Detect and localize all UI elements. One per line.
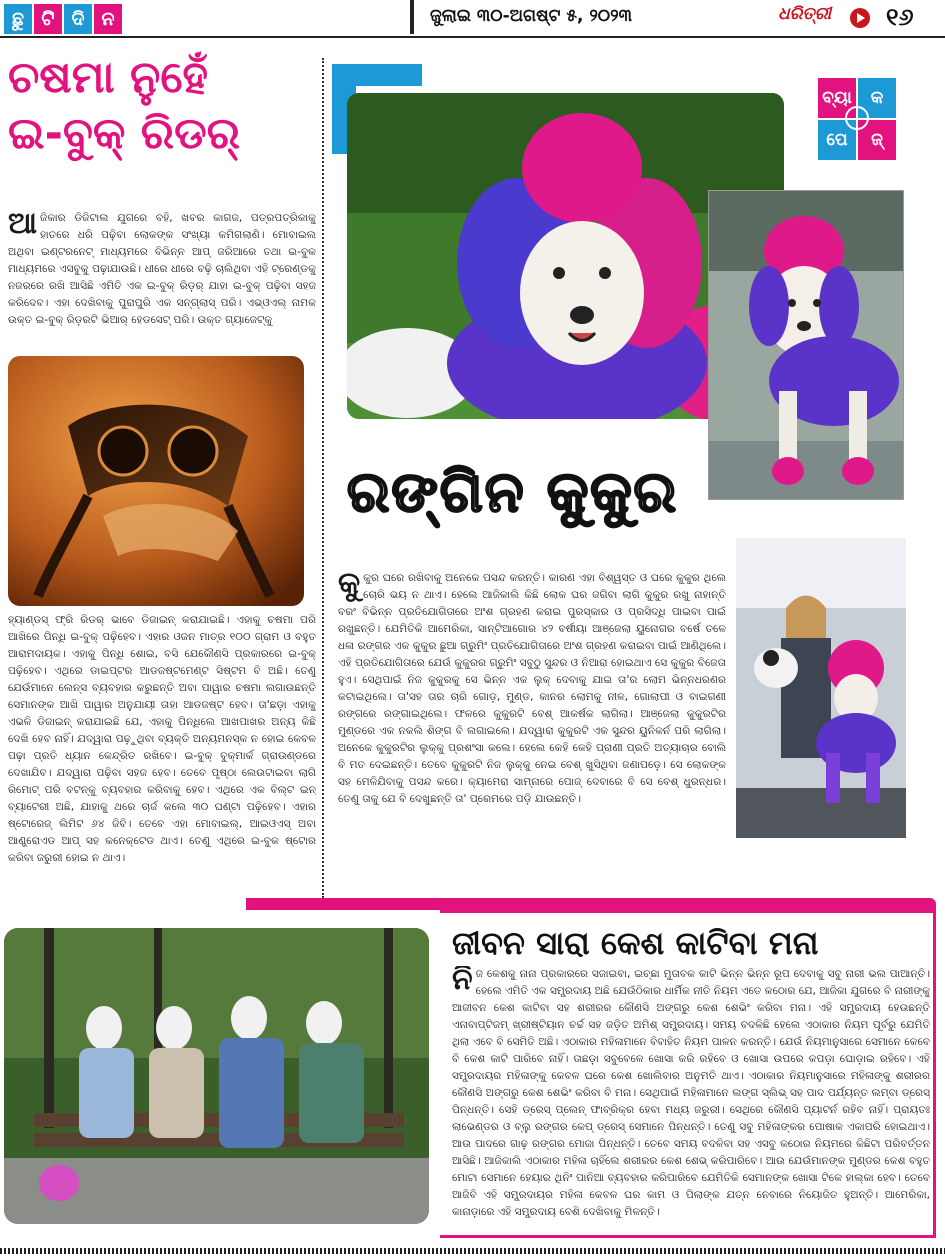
section-tile: ଛୁ — [4, 4, 32, 34]
para-text: କୁର ଘରେ ରଖିବାକୁ ଅନେକେ ପସନ୍ଦ କରନ୍ତି। କାରଣ ଏହା ବିଶ୍ୱସ୍ତ ଓ ଘରେ କୁକୁର ଥିଲେ ଚୋରି ଭୟ ନ ଥାଏ। ହେଲେ ଆଜିକାଲି କିଛି ଲୋକ ଘର ଜଗିବା ଲାଗି କୁକୁର ରଖୁ ନାହାନ୍ତି ବରଂ ବିଭିନ୍ନ ପ୍ରତିଯୋଗିତାରେ ଅଂଶ ଗ୍ରହଣ କରାଇ ପୁରସ୍କାର ଓ ପ୍ରସିଦ୍ଧି ପାଇବା ପାଇଁ ରଖୁଛନ୍ତି। ଯେମିତିକି ଆମେରିକା, ସାନ୍‌ଟିଆଗୋର ୪୨ ବର୍ଷୀୟା ଆଞ୍ଜେଲା ୟୁନୋଗର ବର୍ଷେ ତଳେ ଧଳା ରଙ୍ଗର ଏକ କୁକୁର ଛୁଆ ଗ୍ରୁମିଂ ପ୍ରତିଯୋଗିତାରେ ଅଂଶ ଗ୍ରହଣ କରାଇବା ପାଇଁ ଆଣିଥିଲେ। ଏହି ପ୍ରତିଯୋଗିତାରେ ଯେଉଁ କୁକୁରର ଗ୍ରୁମିଂ ସବୁଠୁ ସୁନ୍ଦର ଓ ନିଆରା ହୋଇଥାଏ ସେ କୁକୁର ବିଜେତା ହୁଏ। ସେଥିପାଇଁ ନିଜ କୁକୁରକୁ ସେ ଭିନ୍ନ ଏକ ଲୁକ୍ ଦେବାକୁ ଯାଇ ତା'ର ଲୋମ ଭିନ୍ନଧରଣର କଟାଇଥିଲେ। ତା'ସହ ତାର ଚାରି ଗୋଡ଼, ମୁଣ୍ଡ, କାନର ଲୋମକୁ ନୀଳ, ଗୋଲାପୀ ଓ ବାଇଗଣୀ ରଙ୍ଗରେ ରଙ୍ଗାଇଥିଲେ। ଫଳରେ କୁକୁରଟି ବେଶ୍ ଆକର୍ଷକ ଲାଗିଲା। ଆଞ୍ଜେଲା କୁକୁରଟିର ମୁଣ୍ଡରେ ଏକ ନକଲି ଶିଙ୍ଗ ବି ଲଗାଇଲେ। ଯଦ୍ୱାରା କୁକୁରଟି ଏକ ସୁନ୍ଦର ୟୁନିକର୍ନ ପରି ଲାଗିଲା। ଅନେକେ କୁକୁରଟିର ଲୁକ୍‌କୁ ପ୍ରଶଂସା କଲେ। ହେଲେ କେହି କେହି ପ୍ରାଣୀ ପ୍ରତି ଅତ୍ୟାଚାର ବୋଲି ବି ମତ ଦେଇଛନ୍ତି। ତେବେ କୁକୁରଟି ନିଜ ଲୁକ୍‌କୁ ନେଇ ବେଶ୍ ଖୁସିଥିବା ଜଣାପଡ଼େ। ସେ ଲୋକଙ୍କ ସହ ମେଳିଯିବାକୁ ପସନ୍ଦ କରେ। କ୍ୟାମେରା ସାମ୍ନାରେ ପୋଜ୍ ଦେବାରେ ବି ସେ ବେଶ୍ ଧୁରନ୍ଧର। ତେଣୁ ତାକୁ ଯେ ବି ଦେଖୁଛନ୍ତି ତା' ପ୍ରେମରେ ପଡ଼ି ଯାଉଛନ୍ତି। — [338, 572, 726, 805]
amish-women-photo — [4, 928, 429, 1224]
section-tile: ଦି — [64, 4, 92, 34]
page-number: ୧୬ — [886, 3, 914, 31]
decor-frame — [332, 64, 422, 86]
center-article-title — [347, 458, 697, 528]
play-icon — [850, 8, 870, 28]
owner-with-poodle-photo — [736, 538, 906, 838]
section-tile: ପେ — [818, 120, 856, 160]
colorful-poodle-standing-photo — [708, 190, 904, 500]
dropcap: ନି — [452, 966, 473, 997]
para-text: ଜିକାର ଡିଜିଟାଲ ଯୁଗରେ ବହି, ଖବର କାଗଜ, ପତ୍ରପତ୍ରିକାକୁ ହାତରେ ଧରି ପଢ଼ିବା ଲୋକଙ୍କ ସଂଖ୍ୟା କମିଗଲାଣି। ମୋବାଇଲ ଅଥିବା ଇଣ୍ଟରନେଟ୍ ମାଧ୍ୟମରେ ବିଭିନ୍ନ ଆପ୍ ଜରିଆରେ ତଥା ଇ-ବୁକ ମାଧ୍ୟମରେ ଏସବୁକୁ ପଢ଼ାଯାଉଛି। ଧୀରେ ଧୀରେ ବଢ଼ି ଚାଲିଥିବା ଏହି ଟ୍ରେଣ୍ଡକୁ ନଜରରେ ରଖି ଆସିଛି ଏମିତି ଏକ ଇ-ବୁକ୍ ରିଡ଼ର୍ ଯାହା ଇ-ବୁକ୍ ପଢ଼ିବା ସହଜ କରିଦେବ। ଏହା ଦେଖିବାକୁ ପୁରାପୁରି ଏକ ସନ୍‌ଗ୍ଲାସ୍ ପରି। ଏଭ୍ଓଏଲ୍ ନାମକ ଉକ୍ତ ଇ-ବୁକ୍ ରିଡ଼ରଟି ଭିଆର୍ ହେଡସେଟ୍ ପରି। ଉକ୍ତ ଗ୍ୟାଜେଟ୍‌କୁ — [8, 212, 316, 326]
section-tile: ବ୍ୟା — [818, 78, 856, 118]
issue-date: ଜୁଲାଇ ୩୦-ଅଗଷ୍ଟ ୫, ୨୦୨୩ — [430, 6, 632, 26]
section-tile: ନ — [94, 4, 122, 34]
column-divider — [322, 58, 324, 898]
page-bottom-stripe — [0, 1248, 945, 1254]
newspaper-logo: ଧରିତ୍ରୀ — [778, 4, 832, 24]
bottom-article-title: ଜୀବନ ସାରା କେଶ କାଟିବା ମନା — [452, 924, 819, 962]
section-tile: ଟି — [34, 4, 62, 34]
ebook-reader-glasses-image — [8, 356, 304, 606]
left-article-para1 — [8, 210, 316, 350]
left-title-line1: ଚଷମା ନୁହେଁ — [8, 52, 209, 103]
section-tile-grid — [818, 78, 896, 164]
masthead-rule — [0, 36, 945, 38]
masthead — [0, 0, 945, 40]
section-tile: ଜ୍ — [858, 120, 896, 160]
title-text: ରଙ୍ଗିନ କୁକୁର — [347, 460, 679, 525]
section-divider-bar — [246, 898, 936, 910]
dropcap: ଆ — [8, 210, 38, 241]
section-name-tiles — [4, 4, 124, 34]
dropcap: କୁ — [338, 570, 361, 601]
left-article-para2: ହ୍ୟାଣ୍ଡସ୍ ଫ୍ରି ରିଡର୍ ଭାବେ ଡିଜାଇନ୍ କରାଯାଇଛି। ଏହାକୁ ଚଷମା ପରି ଆଖିରେ ପିନ୍ଧି ଇ-ବୁକ୍ ପଢ଼ିହେବ। ଏହାର ଓଜନ ମାତ୍ର ୧୦୦ ଗ୍ରାମ ଓ ବହୁତ ଆରାମଦାୟକ। ଏହାକୁ ପିନ୍ଧି ଶୋଇ, ବସି ଯେକୌଣସି ପ୍ରକାରରେ ଇ-ବୁକ୍ ପଢ଼ିହେବ। ଏଥିରେ ଡାଇପ୍ଟର ଆଡଜଷ୍ଟମେଣ୍ଟ ସିଷ୍ଟମ ବି ଅଛି। ତେଣୁ ଯେଉଁମାନେ ଲେନ୍ସ ବ୍ୟବହାର କରୁଛନ୍ତି ଅବା ପାୱାର ଚଷମା ଲଗାଉଛନ୍ତି ସେମାନଙ୍କ ଆଖି ପାୱାର ଅନୁଯାୟୀ ତାହା ଆଡଜଷ୍ଟ ହେବ। ତା'ଛଡ଼ା ଏହାକୁ ଏଭଳି ଡିଜାଇନ୍ କରାଯାଇଛି ଯେ, ଏହାକୁ ପିନ୍ଧିଲେ ଆଖପାଖର ଅନ୍ୟ କିଛି ଦେଖି ହେବ ନାହିଁ। ଯଦ୍ୱାରା ପଢ଼ୁଥିବା ବ୍ୟକ୍ତି ଅନ୍ୟମନସ୍କ ନ ହୋଇ କେବଳ ପଢ଼ା ପ୍ରତି ଧ୍ୟାନ କେନ୍ଦ୍ରିତ ରଖିବେ। ଇ-ବୁକ୍ ବୁକ୍‌ମାର୍କ ଗ୍ରାଉଣ୍ଡରେ ଦେଖାଯିବ। ଯଦ୍ୱାରା ପଢ଼ିବା ସହଜ ହେବ। ତେବେ ପୃଷ୍ଠା ଲେଉଟାଇବା ଲାଗି ରିମୋଟ୍ ପରି ବଟନ୍‌କୁ ବ୍ୟବହାର କରିବାକୁ ହେବ। ଏଥିରେ ଏକ ବିଲ୍ଟ ଇନ୍ ବ୍ୟାଟେରୀ ଅଛି, ଯାହାକୁ ଥରେ ଚାର୍ଜ କଲେ ୩୦ ଘଣ୍ଟା ପଢ଼ିହେବ। ଏହାର ଷ୍ଟୋରେଜ୍ ଲିମିଟ ୬୪ ଜିବି। ତେବେ ଏହା ମୋବାଇଲ୍, ଆଇଓଏସ୍ ଅବା ଆଣ୍ଡ୍ରୋଏଡ ଆପ୍ ସହ କନେକ୍ଟେଡ ଥାଏ। ତେଣୁ ଏଥିରେ ଇ-ବୁକ ଷ୍ଟୋର କରିବା ଜରୁରୀ ହୋଇ ନ ଥାଏ। — [8, 614, 316, 864]
left-title-line2: ଇ-ବୁକ୍ ରିଡର୍ — [8, 108, 241, 159]
bottom-article-body — [452, 966, 930, 1232]
ring-icon — [845, 106, 869, 130]
section-tile: କ — [858, 78, 896, 118]
masthead-divider — [410, 0, 414, 34]
center-article-body — [338, 570, 726, 882]
para-text: ଜ କେଶକୁ ନାନା ପ୍ରକାରରେ ସଜାଇବା, ଇଚ୍ଛା ମୁତାବକ କାଟି ଭିନ୍ନ ଭିନ୍ନ ରୂପ ଦେବାକୁ ସବୁ ନାରୀ ଭଲ ପାଆନ୍ତି। ହେଲେ ଏମିତି ଏକ ସମ୍ପ୍ରଦାୟ ଅଛି ଯେଉଁଠିକାର ଧାର୍ମିକ ନୀତି ନିୟମ ଏତେ କଠୋର ଯେ, ଆଜିକା ଯୁଗରେ ବି ନାରୀଙ୍କୁ ଆଜୀବନ କେଶ କାଟିବା ସହ ଶରୀରର କୌଣସି ଅଙ୍ଗରୁ କେଶ ଶେଭିଂ କରିବା ମନା। ଏହି ସମ୍ପ୍ରଦାୟ ହେଉଛନ୍ତି ଏନାବାପ୍ଟିଜମ୍ ଖ୍ରୀଷ୍ଟିୟାନ ଚର୍ଚ୍ଚ ସହ ଜଡ଼ିତ ଅମିଶ୍ ସମ୍ପ୍ରଦାୟ। ସମୟ ବଦଳିଛି ହେଲେ ଏଠାକାର ନିୟମ ପୂର୍ବରୁ ଯେମିତି ଥିଲା ଏବେ ବି ସେମିତି ଅଛି। ଏଠାକାର ମହିଳାମାନେ ବିବାହିତ ନିୟମ ପାଳନ କରନ୍ତି। ଯେଉଁ ନିୟମାନୁସାରେ ସେମାନେ କେବେ ବି କେଶ କାଟି ପାରିବେ ନାହିଁ। ତାଛଡ଼ା ସବୁବେଳେ ଖୋସା କରି ରହିବେ ଓ ଖୋସା ଉପରେ କପଡ଼ା ଘୋଡ଼ାଇ ରହିବେ। ଏହି ସମ୍ପ୍ରଦାୟର ମହିଳାଙ୍କୁ କେବଳ ଘରେ କେଶ ଖୋଲିବାର ଅନୁମତି ଥାଏ। ଏଠାକାର ନିୟମାନୁସାରେ ମହିଳାଙ୍କୁ ଶରୀରର କୌଣସି ଅଙ୍ଗରୁ କେଶ ଶେଭିଂ କରିବା ବି ମନା। ସେଥିପାଇଁ ମହିଳାମାନେ ଲଙ୍ଗ ସ୍ଲିଭ୍ ସହ ପାଦ ପର୍ଯ୍ୟନ୍ତ ଲମ୍ବା ଡ୍ରେସ୍ ପିନ୍ଧନ୍ତି। ସେହି ଡ୍ରେସ୍ ପ୍ଲେନ୍ ଫାବ୍ରିକ୍‌ର ହେବା ମଧ୍ୟ ଜରୁରୀ। ସେଥିରେ କୌଣସି ପ୍ୟାଟର୍ନ ରହିବ ନାହିଁ। ପ୍ରାୟତଃ ଲାଭେଣ୍ଡର ଓ ବ୍ଲୁ ରଙ୍ଗର କେପ୍ ଡ୍ରେସ୍ ସେମାନେ ପିନ୍ଧନ୍ତି। ତେଣୁ ସବୁ ମହିଳାଙ୍କର ପୋଷାକ ଏକାପରି ହୋଇଥାଏ। ଆଉ ପାଦରେ ଗାଢ଼ ରଙ୍ଗର ମୋଜା ପିନ୍ଧନ୍ତି। ତେବେ ସମୟ ବଦଳିବା ସହ ଏସବୁ କଠୋର ନିୟମରେ କିଛିଟା ପରିବର୍ତ୍ତନ ଆସିଛି। ଆଜିକାଲି ଏଠାକାର ମହିଳା ଚାହିଁଲେ ଶରୀରର କେଶ ଶେଭ୍ କରିପାରିବେ। ଆଉ ଯେଉଁମାନଙ୍କ ମୁଣ୍ଡର କେଶ ବହୁତ ମୋଟା ସେମାନେ ହେୟାର ଥିନିଂ ପାନିଆ ବ୍ୟବହାର କରିପାରିବେ ଯେମିତିକି ସେମାନଙ୍କ ଖୋସା ଟିକେ ହାଲ୍‌କା ହେବ। ତେବେ ଆଜିବି ଏହି ସମ୍ପ୍ରଦାୟର ମହିଳା କେବଳ ଘର କାମ ଓ ପିଲାଙ୍କ ଯତ୍ନ ନେବାରେ ନିୟୋଜିତ ହୁଅନ୍ତି। ଆମେରିକା, କାନାଡ଼ାରେ ଏହି ସମ୍ପ୍ରଦାୟ ବେଶି ଦେଖିବାକୁ ମିଳନ୍ତି। — [452, 968, 930, 1218]
left-article-title — [8, 50, 318, 162]
